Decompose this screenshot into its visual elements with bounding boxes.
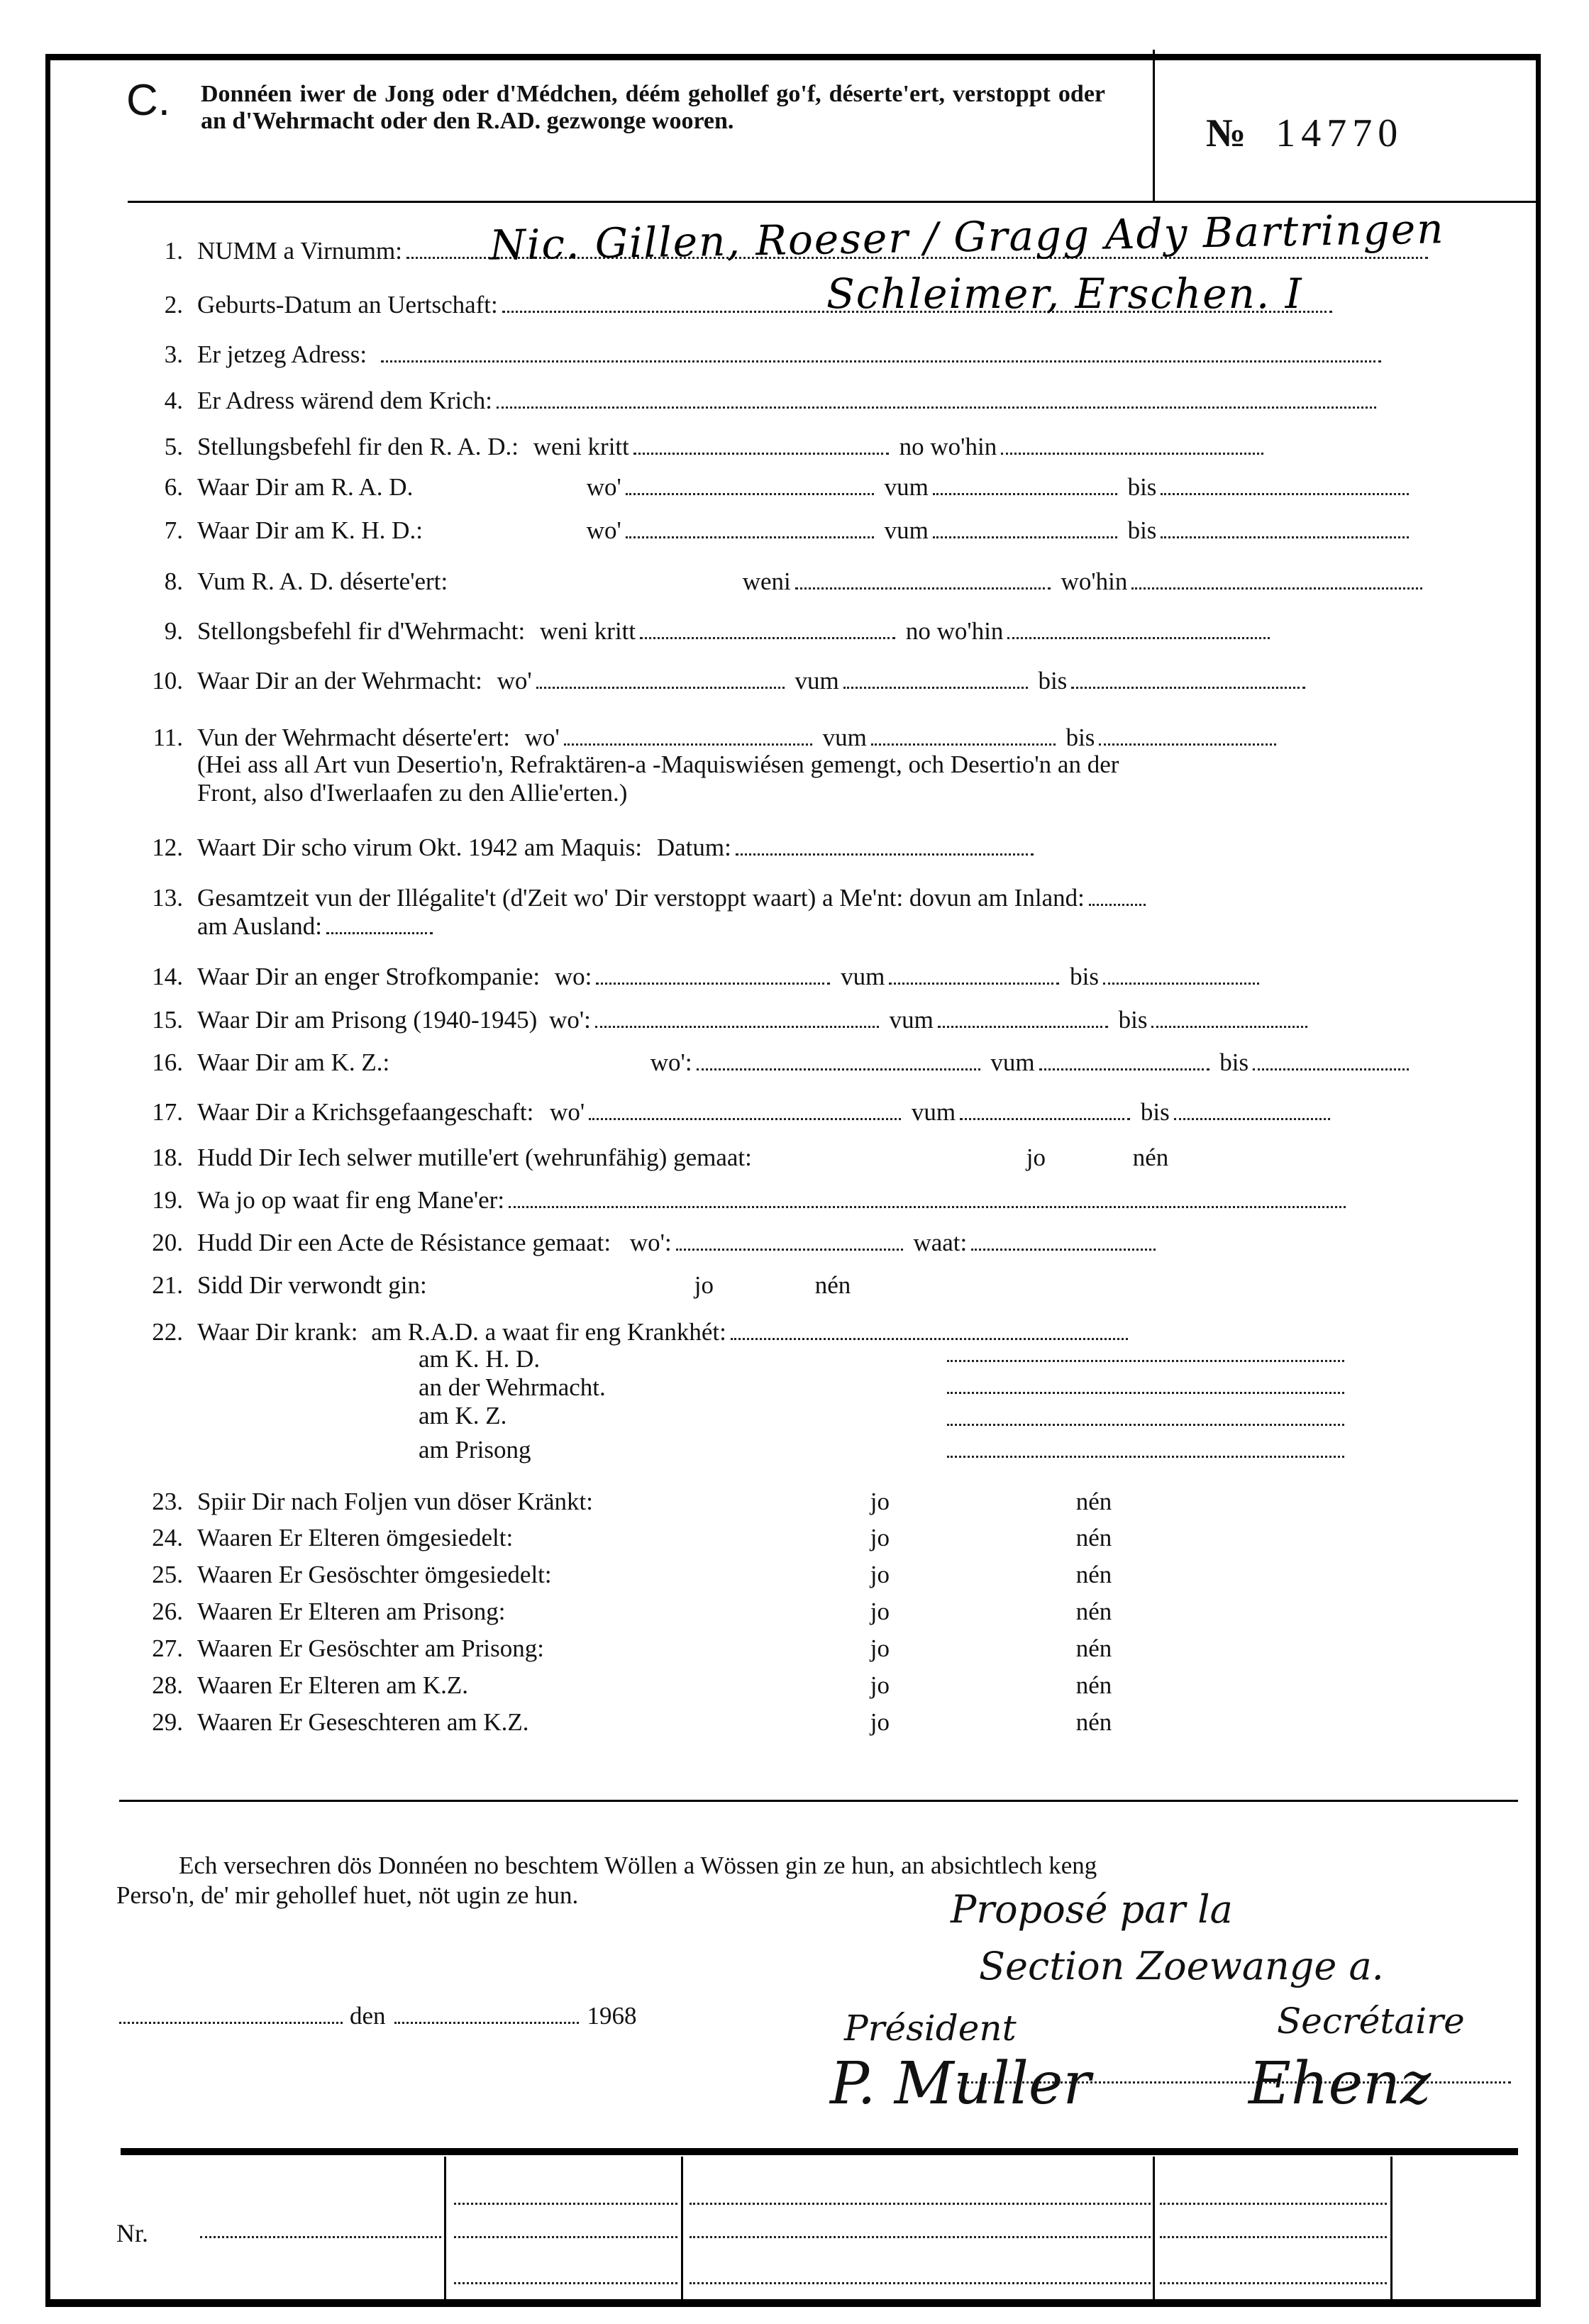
no-option[interactable]: nén	[1075, 1634, 1112, 1662]
field-25	[135, 1561, 1112, 1589]
from-input[interactable]	[843, 670, 1028, 689]
den-label: den	[350, 2002, 386, 2030]
field-label: Geburts-Datum an Uertschaft:	[197, 291, 498, 319]
field-number: 13.	[152, 884, 183, 912]
footer-cell[interactable]	[690, 2281, 1151, 2284]
declaration-line2: Perso'n, de' mir gehollef huet, nöt ugin ze hun.	[116, 1881, 579, 1909]
until-label: bis	[1140, 1098, 1170, 1126]
handwritten-name: Nic. Gillen, Roeser / Gragg Ady Bartringen	[489, 204, 1446, 270]
field-number: 18.	[152, 1144, 183, 1171]
field-label: NUMM a Virnumm:	[197, 237, 402, 265]
where-to-input[interactable]	[1131, 570, 1422, 590]
form-title: Donnéen iwer de Jong oder d'Médchen, déém gehollef go'f, déserte'ert, verstoppt oder an d'Wehrmacht oder den R.AD. gezwonge wooren.	[201, 81, 1105, 134]
where-input[interactable]	[626, 476, 874, 495]
field-15	[135, 1006, 1312, 1034]
illness-khd-label: am K. H. D.	[419, 1345, 541, 1373]
until-label: bis	[1038, 667, 1068, 695]
until-label: bis	[1118, 1006, 1148, 1034]
from-label: vum	[889, 1006, 934, 1034]
footer-cell[interactable]	[1160, 2201, 1387, 2205]
illness-wehrmacht-label: an der Wehrmacht.	[419, 1373, 606, 1401]
no-option[interactable]: nén	[814, 1271, 851, 1299]
abroad-input[interactable]	[326, 915, 433, 934]
field-label: Waar Dir am K. Z.:	[197, 1048, 390, 1076]
from-input[interactable]	[889, 965, 1059, 985]
until-input[interactable]	[1253, 1051, 1409, 1070]
where-to-label: no wo'hin	[899, 433, 997, 460]
field-number: 2.	[164, 291, 183, 319]
until-label: bis	[1127, 516, 1157, 544]
field-3	[135, 341, 1385, 369]
no-option[interactable]: nén	[1075, 1488, 1112, 1515]
until-label: bis	[1127, 473, 1157, 501]
when-input[interactable]	[795, 570, 1051, 590]
until-input[interactable]	[1151, 1009, 1307, 1028]
section-letter: C.	[126, 76, 170, 125]
secretary-label: Secrétaire	[1277, 2001, 1465, 2042]
field-number: 19.	[152, 1186, 183, 1214]
field-11-note-line1: (Hei ass all Art vun Desertio'n, Refraktären-a -Maquiswiésen gemengt, och Desertio'n an der	[197, 751, 1119, 778]
footer-col-divider	[444, 2157, 446, 2307]
footer-cell[interactable]	[690, 2201, 1151, 2205]
field-number: 3.	[164, 341, 183, 368]
from-label: vum	[794, 667, 839, 695]
no-option[interactable]: nén	[1075, 1561, 1112, 1588]
from-input[interactable]	[871, 726, 1056, 746]
illness-prison-input[interactable]	[947, 1454, 1344, 1458]
field-number: 25.	[152, 1561, 183, 1588]
footer-rule	[121, 2148, 1518, 2155]
field-label: Spiir Dir nach Foljen vun döser Kränkt:	[197, 1488, 593, 1515]
what-label: waat:	[913, 1229, 968, 1256]
field-number: 1.	[164, 237, 183, 265]
field-28	[135, 1671, 1112, 1700]
when-label: weni kritt	[533, 433, 629, 460]
field-number: 27.	[152, 1634, 183, 1662]
field-label: Stellongsbefehl fir d'Wehrmacht:	[197, 617, 526, 645]
field-label: Hudd Dir een Acte de Résistance gemaat:	[197, 1229, 611, 1256]
field-number: 24.	[152, 1524, 183, 1551]
field-label: Waar Dir am Prisong (1940-1945)	[197, 1006, 538, 1034]
field-number: 26.	[152, 1598, 183, 1625]
no-option[interactable]: nén	[1075, 1598, 1112, 1625]
yes-option[interactable]: jo	[870, 1598, 890, 1625]
when-input[interactable]	[633, 436, 889, 455]
field-12	[135, 834, 1038, 862]
endorsement-line1: Proposé par la	[951, 1887, 1233, 1932]
what-input[interactable]	[971, 1232, 1156, 1251]
field-6	[135, 473, 1413, 502]
field-number: 11.	[153, 724, 183, 751]
from-label: vum	[990, 1048, 1035, 1076]
where-to-label: wo'hin	[1061, 568, 1128, 595]
footer-cell[interactable]	[1160, 2281, 1387, 2284]
field-number: 21.	[152, 1271, 183, 1299]
yes-option[interactable]: jo	[870, 1671, 890, 1699]
handwritten-birth: Schleimer, Erschen. I	[826, 270, 1303, 318]
field-23	[135, 1488, 1112, 1516]
from-label: vum	[884, 473, 929, 501]
from-input[interactable]	[933, 476, 1117, 495]
current-address-input[interactable]	[381, 343, 1381, 363]
form-number	[1206, 111, 1403, 156]
section-divider	[119, 1800, 1518, 1802]
from-input[interactable]	[1039, 1051, 1209, 1070]
field-label: Waar Dir an enger Strofkompanie:	[197, 963, 541, 990]
field-19	[135, 1186, 1350, 1214]
no-option[interactable]: nén	[1132, 1144, 1169, 1171]
illness-rad-label: am R.A.D. a waat fir eng Krankhét:	[371, 1318, 726, 1346]
place-input[interactable]	[119, 2005, 343, 2024]
field-number: 9.	[164, 617, 183, 645]
field-24	[135, 1524, 1112, 1552]
where-input[interactable]	[595, 1009, 879, 1028]
from-label: vum	[841, 963, 885, 990]
field-label: Vun der Wehrmacht déserte'ert:	[197, 724, 510, 751]
field-number: 7.	[164, 516, 183, 544]
field-13-abroad	[197, 912, 437, 941]
field-label: Hudd Dir Iech selwer mutille'ert (wehrunfähig) gemaat:	[197, 1144, 752, 1171]
where-to-input[interactable]	[1007, 620, 1270, 639]
field-label: Waar Dir an der Wehrmacht:	[197, 667, 482, 695]
where-label: wo':	[549, 1006, 591, 1034]
number-sign: №	[1206, 111, 1248, 155]
field-label: Er jetzeg Adress:	[197, 341, 367, 368]
field-number: 20.	[152, 1229, 183, 1256]
field-label: Waar Dir am R. A. D.	[197, 473, 414, 501]
date-label: Datum:	[656, 834, 731, 861]
illness-wehrmacht-input[interactable]	[947, 1390, 1344, 1394]
from-input[interactable]	[960, 1101, 1130, 1120]
number-value: 14770	[1275, 111, 1404, 155]
secretary-signature: Ehenz	[1248, 2050, 1432, 2118]
field-label: Waar Dir a Krichsgefaangeschaft:	[197, 1098, 534, 1126]
until-input[interactable]	[1161, 519, 1409, 538]
footer-col-divider	[681, 2157, 683, 2307]
nr-input[interactable]	[200, 2235, 441, 2238]
no-option[interactable]: nén	[1075, 1524, 1112, 1551]
war-address-input[interactable]	[497, 389, 1376, 409]
field-10	[135, 667, 1310, 695]
until-input[interactable]	[1103, 965, 1259, 985]
when-label: weni kritt	[540, 617, 636, 645]
field-20	[135, 1229, 1160, 1257]
field-26	[135, 1598, 1112, 1626]
field-27	[135, 1634, 1112, 1663]
field-18	[135, 1144, 1168, 1172]
field-11-note-line2: Front, also d'Iwerlaafen zu den Allie'erten.)	[197, 779, 628, 807]
declaration-line1: Ech versechren dös Donnéen no beschtem Wöllen a Wössen gin ze hun, an absichtlech keng	[179, 1852, 1097, 1879]
manner-input[interactable]	[509, 1189, 1346, 1208]
illness-prison-label: am Prisong	[419, 1436, 531, 1463]
where-label: wo:	[554, 963, 592, 990]
field-22	[135, 1318, 1132, 1346]
yes-option[interactable]: jo	[1026, 1144, 1046, 1171]
field-label: Waaren Er Gesöschter ömgesiedelt:	[197, 1561, 552, 1588]
field-number: 17.	[152, 1098, 183, 1126]
footer-col-divider	[1390, 2157, 1393, 2307]
field-number: 4.	[164, 387, 183, 414]
yes-option[interactable]: jo	[870, 1561, 890, 1588]
field-4	[135, 387, 1380, 415]
field-11	[135, 724, 1280, 752]
field-label: Sidd Dir verwondt gin:	[197, 1271, 427, 1299]
field-number: 29.	[152, 1708, 183, 1736]
no-option[interactable]: nén	[1075, 1708, 1112, 1736]
field-number: 22.	[152, 1318, 183, 1346]
until-label: bis	[1219, 1048, 1249, 1076]
field-number: 6.	[164, 473, 183, 501]
from-label: vum	[911, 1098, 956, 1126]
field-13	[135, 884, 1150, 912]
where-input[interactable]	[589, 1101, 901, 1120]
where-input[interactable]	[536, 670, 785, 689]
date-input[interactable]	[736, 836, 1034, 856]
footer-col-divider	[1153, 2157, 1155, 2307]
field-21	[135, 1271, 851, 1300]
field-label: Wa jo op waat fir eng Mane'er:	[197, 1186, 505, 1214]
footer-cell[interactable]	[1160, 2235, 1387, 2238]
illness-kz-label: am K. Z.	[419, 1402, 507, 1429]
yes-option[interactable]: jo	[694, 1271, 714, 1299]
until-input[interactable]	[1174, 1101, 1330, 1120]
field-label: Gesamtzeit vun der Illégalite't (d'Zeit wo' Dir verstoppt waart) a Me'nt: dovun am Inland:	[197, 884, 1085, 912]
until-label: bis	[1065, 724, 1095, 751]
field-number: 8.	[164, 568, 183, 595]
field-5	[135, 433, 1268, 461]
where-to-input[interactable]	[1001, 436, 1263, 455]
illness-khd-input[interactable]	[947, 1359, 1344, 1362]
footer-cell[interactable]	[454, 2201, 677, 2205]
president-signature: P. Muller	[830, 2050, 1091, 2118]
until-input[interactable]	[1071, 670, 1305, 689]
where-input[interactable]	[626, 519, 874, 538]
field-label: Waaren Er Elteren am Prisong:	[197, 1598, 506, 1625]
from-input[interactable]	[938, 1009, 1108, 1028]
field-label: Waaren Er Geseschteren am K.Z.	[197, 1708, 529, 1736]
field-number: 23.	[152, 1488, 183, 1515]
field-label: Waaren Er Elteren am K.Z.	[197, 1671, 468, 1699]
yes-option[interactable]: jo	[870, 1708, 890, 1736]
footer-cell[interactable]	[690, 2235, 1151, 2238]
field-label: Waaren Er Gesöschter am Prisong:	[197, 1634, 544, 1662]
illness-kz-input[interactable]	[947, 1422, 1344, 1426]
footer-cell[interactable]	[454, 2281, 677, 2284]
when-input[interactable]	[640, 620, 895, 639]
until-input[interactable]	[1099, 726, 1276, 746]
date-input[interactable]	[394, 2005, 579, 2024]
field-number: 28.	[152, 1671, 183, 1699]
where-input[interactable]	[697, 1051, 980, 1070]
field-label: Waaren Er Elteren ömgesiedelt:	[197, 1524, 514, 1551]
field-label: Waar Dir am K. H. D.:	[197, 516, 423, 544]
field-number: 16.	[152, 1048, 183, 1076]
until-input[interactable]	[1161, 476, 1409, 495]
field-label: Waar Dir krank:	[197, 1318, 358, 1346]
field-16	[135, 1048, 1413, 1077]
field-number: 12.	[152, 834, 183, 861]
president-label: Président	[844, 2008, 1017, 2049]
where-label: wo':	[650, 1048, 692, 1076]
field-29	[135, 1708, 1112, 1737]
field-number: 5.	[164, 433, 183, 460]
abroad-label: am Ausland:	[197, 912, 322, 940]
field-17	[135, 1098, 1334, 1127]
year-label: 1968	[587, 2002, 637, 2030]
field-number: 14.	[152, 963, 183, 990]
header-rule	[128, 201, 1539, 203]
no-option[interactable]: nén	[1075, 1671, 1112, 1699]
field-number: 15.	[152, 1006, 183, 1034]
yes-option[interactable]: jo	[870, 1634, 890, 1662]
yes-option[interactable]: jo	[870, 1488, 890, 1515]
from-input[interactable]	[933, 519, 1117, 538]
field-label: Vum R. A. D. déserte'ert:	[197, 568, 448, 595]
illness-rad-input[interactable]	[731, 1321, 1128, 1340]
where-label: wo'	[497, 667, 532, 695]
from-label: vum	[884, 516, 929, 544]
field-8	[135, 568, 1427, 596]
field-7	[135, 516, 1413, 545]
where-label: wo'	[586, 516, 621, 544]
field-label: Stellungsbefehl fir den R. A. D.:	[197, 433, 519, 460]
place-date-line	[119, 2002, 637, 2030]
field-label: Waart Dir scho virum Okt. 1942 am Maquis:	[197, 834, 643, 861]
until-label: bis	[1070, 963, 1099, 990]
footer-cell[interactable]	[454, 2235, 677, 2238]
endorsement-line2: Section Zoewange a.	[979, 1944, 1384, 1988]
field-14	[135, 963, 1263, 991]
field-number: 10.	[152, 667, 183, 695]
when-label: weni	[742, 568, 791, 595]
where-label: wo':	[629, 1229, 672, 1256]
field-label: Er Adress wärend dem Krich:	[197, 387, 492, 414]
where-input[interactable]	[676, 1232, 903, 1251]
where-label: wo'	[550, 1098, 585, 1126]
inland-input[interactable]	[1089, 887, 1146, 906]
yes-option[interactable]: jo	[870, 1524, 890, 1551]
where-label: wo'	[524, 724, 560, 751]
where-label: wo'	[586, 473, 621, 501]
from-label: vum	[822, 724, 867, 751]
header-divider	[1153, 50, 1155, 202]
where-to-label: no wo'hin	[905, 617, 1004, 645]
field-9	[135, 617, 1274, 646]
where-input[interactable]	[564, 726, 812, 746]
nr-label: Nr.	[116, 2219, 148, 2247]
where-input[interactable]	[596, 965, 830, 985]
